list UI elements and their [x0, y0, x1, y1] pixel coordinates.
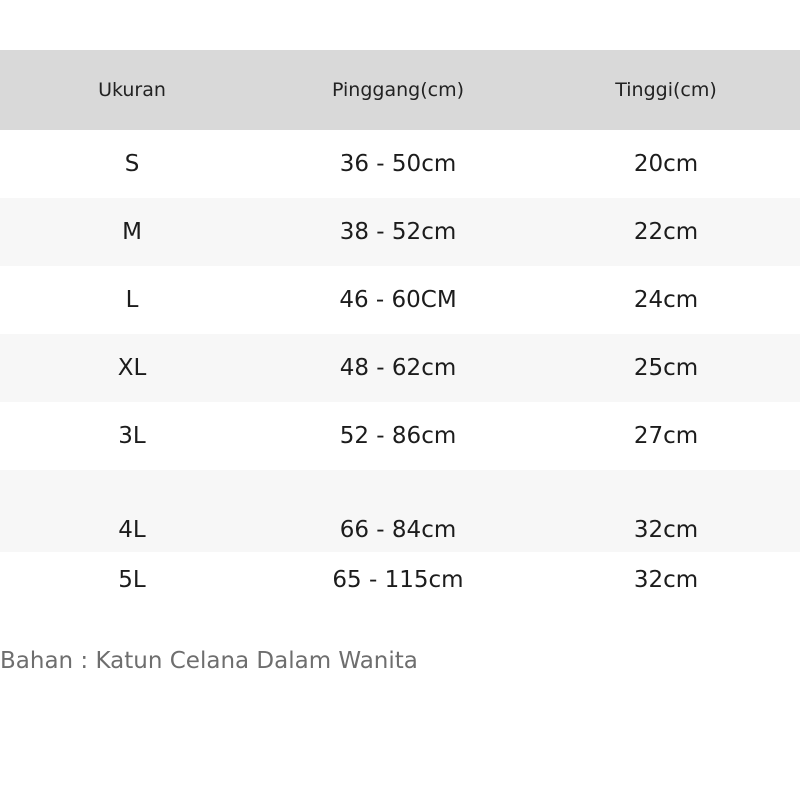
table-row	[0, 552, 800, 608]
table-row	[0, 402, 800, 470]
waist-cell: 65 - 115cm	[332, 567, 464, 593]
table-row	[0, 198, 800, 266]
header-size: Ukuran	[98, 79, 166, 101]
size-cell: 4L	[118, 517, 146, 543]
table-row	[0, 334, 800, 402]
height-cell: 25cm	[633, 355, 699, 381]
waist-cell: 36 - 50cm	[339, 151, 457, 177]
size-cell: M	[122, 219, 142, 245]
waist-cell: 38 - 52cm	[339, 219, 457, 245]
header-waist: Pinggang(cm)	[331, 79, 464, 101]
table-row	[0, 470, 800, 552]
size-cell: XL	[117, 355, 147, 381]
table-row	[0, 130, 800, 198]
size-cell: S	[124, 151, 140, 177]
height-cell: 24cm	[633, 287, 699, 313]
height-cell: 22cm	[633, 219, 699, 245]
table-row	[0, 266, 800, 334]
height-cell: 32cm	[633, 517, 699, 543]
waist-cell: 46 - 60CM	[339, 287, 457, 313]
waist-cell: 48 - 62cm	[339, 355, 457, 381]
waist-cell: 52 - 86cm	[339, 423, 457, 449]
table-header-row	[0, 50, 800, 130]
size-cell: 5L	[118, 567, 146, 593]
material-note: Bahan : Katun Celana Dalam Wanita	[0, 648, 418, 674]
size-cell: L	[125, 287, 139, 313]
header-height: Tinggi(cm)	[615, 79, 717, 101]
height-cell: 20cm	[633, 151, 699, 177]
waist-cell: 66 - 84cm	[339, 517, 457, 543]
height-cell: 27cm	[633, 423, 699, 449]
size-chart-table	[0, 50, 800, 608]
height-cell: 32cm	[633, 567, 699, 593]
size-cell: 3L	[118, 423, 146, 449]
